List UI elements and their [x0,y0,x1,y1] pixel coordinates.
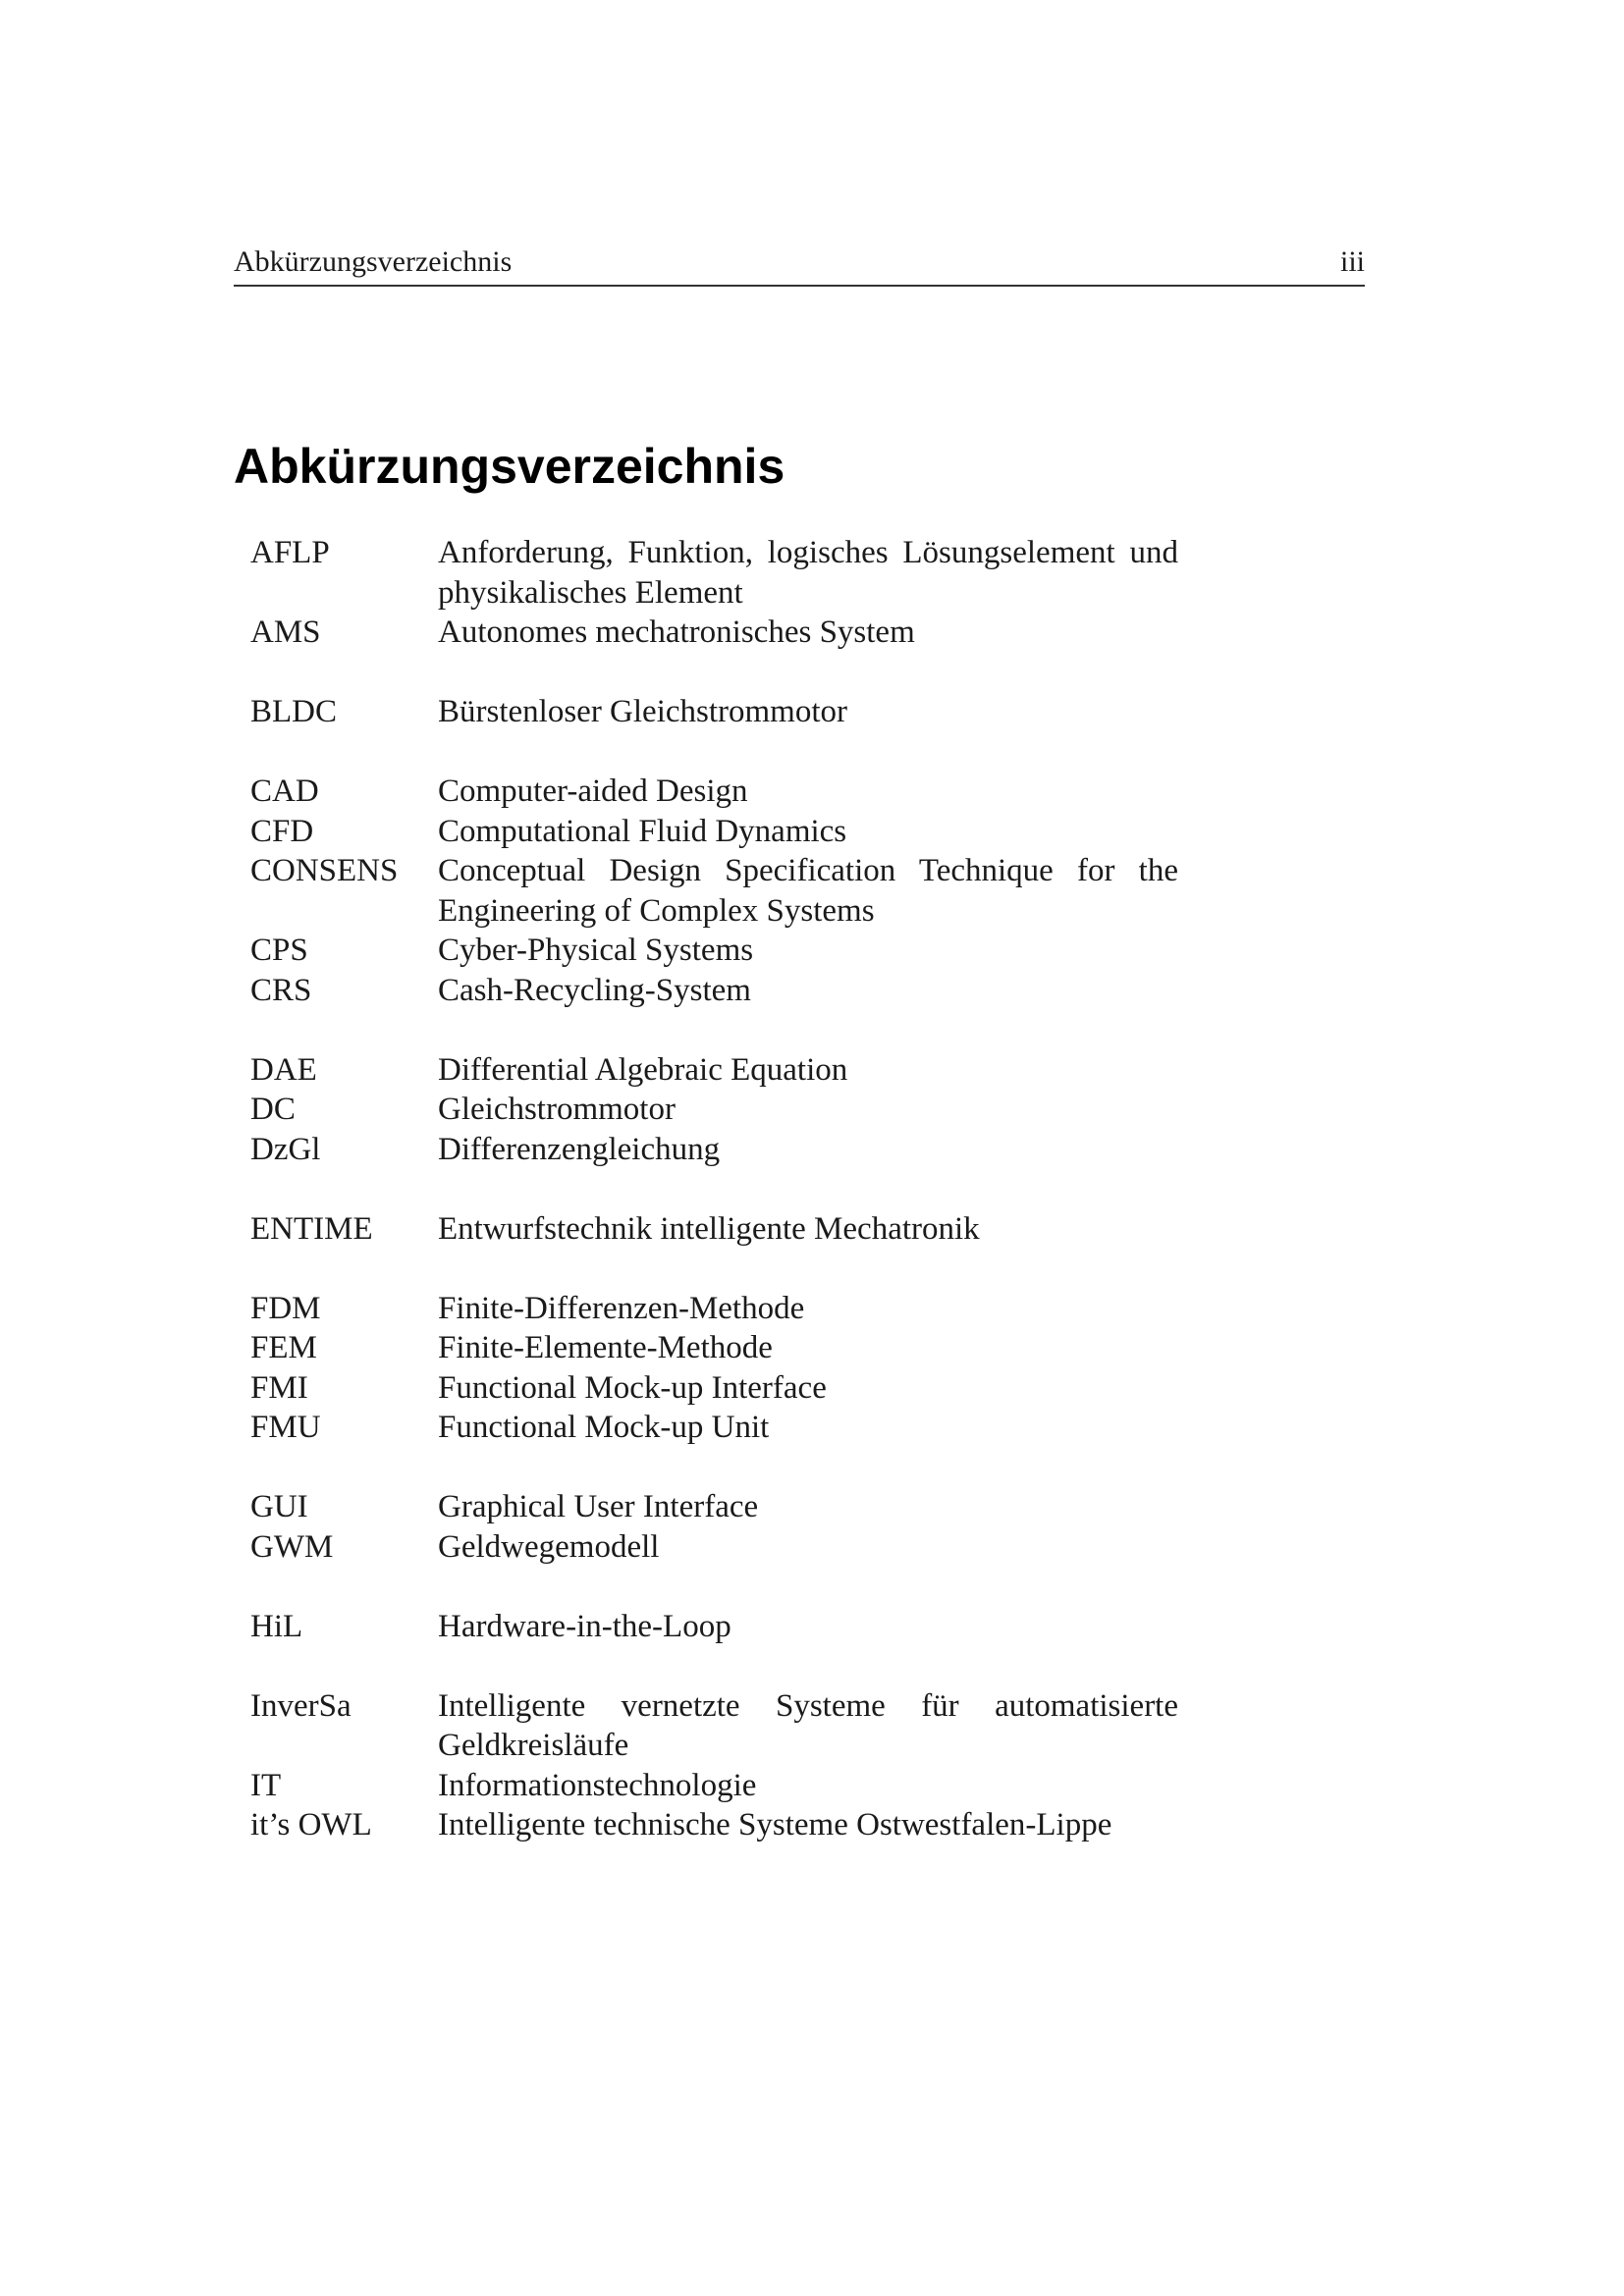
running-header-title: Abkürzungsverzeichnis [234,245,513,278]
abbreviation-description: Intelligente technische Systeme Ostwestfalen-Lippe [438,1807,1112,1842]
abbreviation-description: Conceptual Design Specification Technique for the Engineering of Complex Systems [438,853,1178,929]
abbreviation-description: Gleichstrommotor [438,1092,676,1127]
abbreviation-term: BLDC [250,694,338,729]
abbreviation-entry [250,1408,1178,1448]
abbreviation-group-f [250,1289,1178,1448]
abbreviation-description: Informationstechnologie [438,1767,757,1803]
abbreviation-description: Finite-Differenzen-Methode [438,1290,805,1326]
abbreviation-term: DAE [250,1051,317,1088]
abbreviation-term: CRS [250,972,312,1008]
abbreviation-description: Geldwegemodell [438,1528,660,1565]
abbreviation-term: CFD [250,813,314,849]
abbreviation-term: GUI [250,1489,308,1524]
abbreviation-term: ENTIME [250,1210,373,1247]
abbreviation-entry [250,772,1178,812]
abbreviation-group-i [250,1686,1178,1845]
abbreviation-entry [250,1487,1178,1527]
abbreviation-entry [250,851,1178,931]
abbreviation-description: Functional Mock-up Unit [438,1410,770,1445]
abbreviation-group-h [250,1607,1178,1647]
abbreviation-description: Intelligente vernetzte Systeme für automatisierte Geldkreisläufe [438,1687,1178,1763]
abbreviation-description: Computational Fluid Dynamics [438,813,847,849]
abbreviation-term: AMS [250,614,321,650]
abbreviation-term: it’s OWL [250,1807,372,1842]
abbreviation-entry [250,692,1178,732]
abbreviation-description: Differential Algebraic Equation [438,1051,848,1088]
abbreviation-entry [250,1527,1178,1568]
abbreviation-entry [250,1328,1178,1368]
abbreviation-list [250,533,1178,1845]
abbreviation-term: CONSENS [250,853,399,888]
abbreviation-term: DC [250,1092,296,1127]
abbreviation-term: CAD [250,774,319,809]
abbreviation-description: Cyber-Physical Systems [438,933,754,968]
abbreviation-term: FMI [250,1369,308,1406]
running-header [234,245,1365,287]
abbreviation-description: Autonomes mechatronisches System [438,614,915,650]
abbreviation-term: AFLP [250,535,330,570]
abbreviation-term: FEM [250,1330,317,1365]
abbreviation-entry [250,1607,1178,1647]
abbreviation-description: Hardware-in-the-Loop [438,1608,731,1644]
abbreviation-group-e [250,1209,1178,1250]
abbreviation-term: InverSa [250,1687,352,1724]
abbreviation-entry [250,533,1178,613]
abbreviation-description: Cash-Recycling-System [438,972,751,1008]
abbreviation-group-c [250,772,1178,1010]
abbreviation-group-d [250,1050,1178,1170]
abbreviation-group-g [250,1487,1178,1567]
abbreviation-term: GWM [250,1528,334,1565]
abbreviation-entry [250,1368,1178,1409]
abbreviation-group-a [250,533,1178,653]
abbreviation-entry [250,1686,1178,1766]
abbreviation-entry [250,1805,1178,1845]
chapter-title: Abkürzungsverzeichnis [234,439,785,494]
abbreviation-description: Differenzengleichung [438,1131,721,1167]
abbreviation-entry [250,812,1178,852]
abbreviation-group-b [250,692,1178,732]
abbreviation-description: Graphical User Interface [438,1489,759,1524]
page-number: iii [1339,245,1365,278]
abbreviation-entry [250,1289,1178,1329]
abbreviation-description: Entwurfstechnik intelligente Mechatronik [438,1210,980,1247]
abbreviation-entry [250,1090,1178,1130]
abbreviation-description: Computer-aided Design [438,774,748,809]
abbreviation-term: CPS [250,933,308,968]
abbreviation-entry [250,1050,1178,1091]
abbreviation-term: FMU [250,1410,321,1445]
abbreviation-description: Finite-Elemente-Methode [438,1330,773,1365]
abbreviation-term: FDM [250,1290,321,1326]
abbreviation-description: Bürstenloser Gleichstrommotor [438,694,848,729]
abbreviation-entry [250,971,1178,1011]
abbreviation-entry [250,1130,1178,1170]
abbreviation-term: HiL [250,1608,303,1644]
abbreviation-description: Anforderung, Funktion, logisches Lösungselement und physikalisches Element [438,535,1178,611]
abbreviation-entry [250,1209,1178,1250]
abbreviation-term: IT [250,1767,282,1803]
abbreviation-description: Functional Mock-up Interface [438,1369,827,1406]
abbreviation-entry [250,931,1178,971]
abbreviation-entry [250,613,1178,653]
abbreviation-entry [250,1766,1178,1806]
abbreviation-term: DzGl [250,1131,321,1167]
